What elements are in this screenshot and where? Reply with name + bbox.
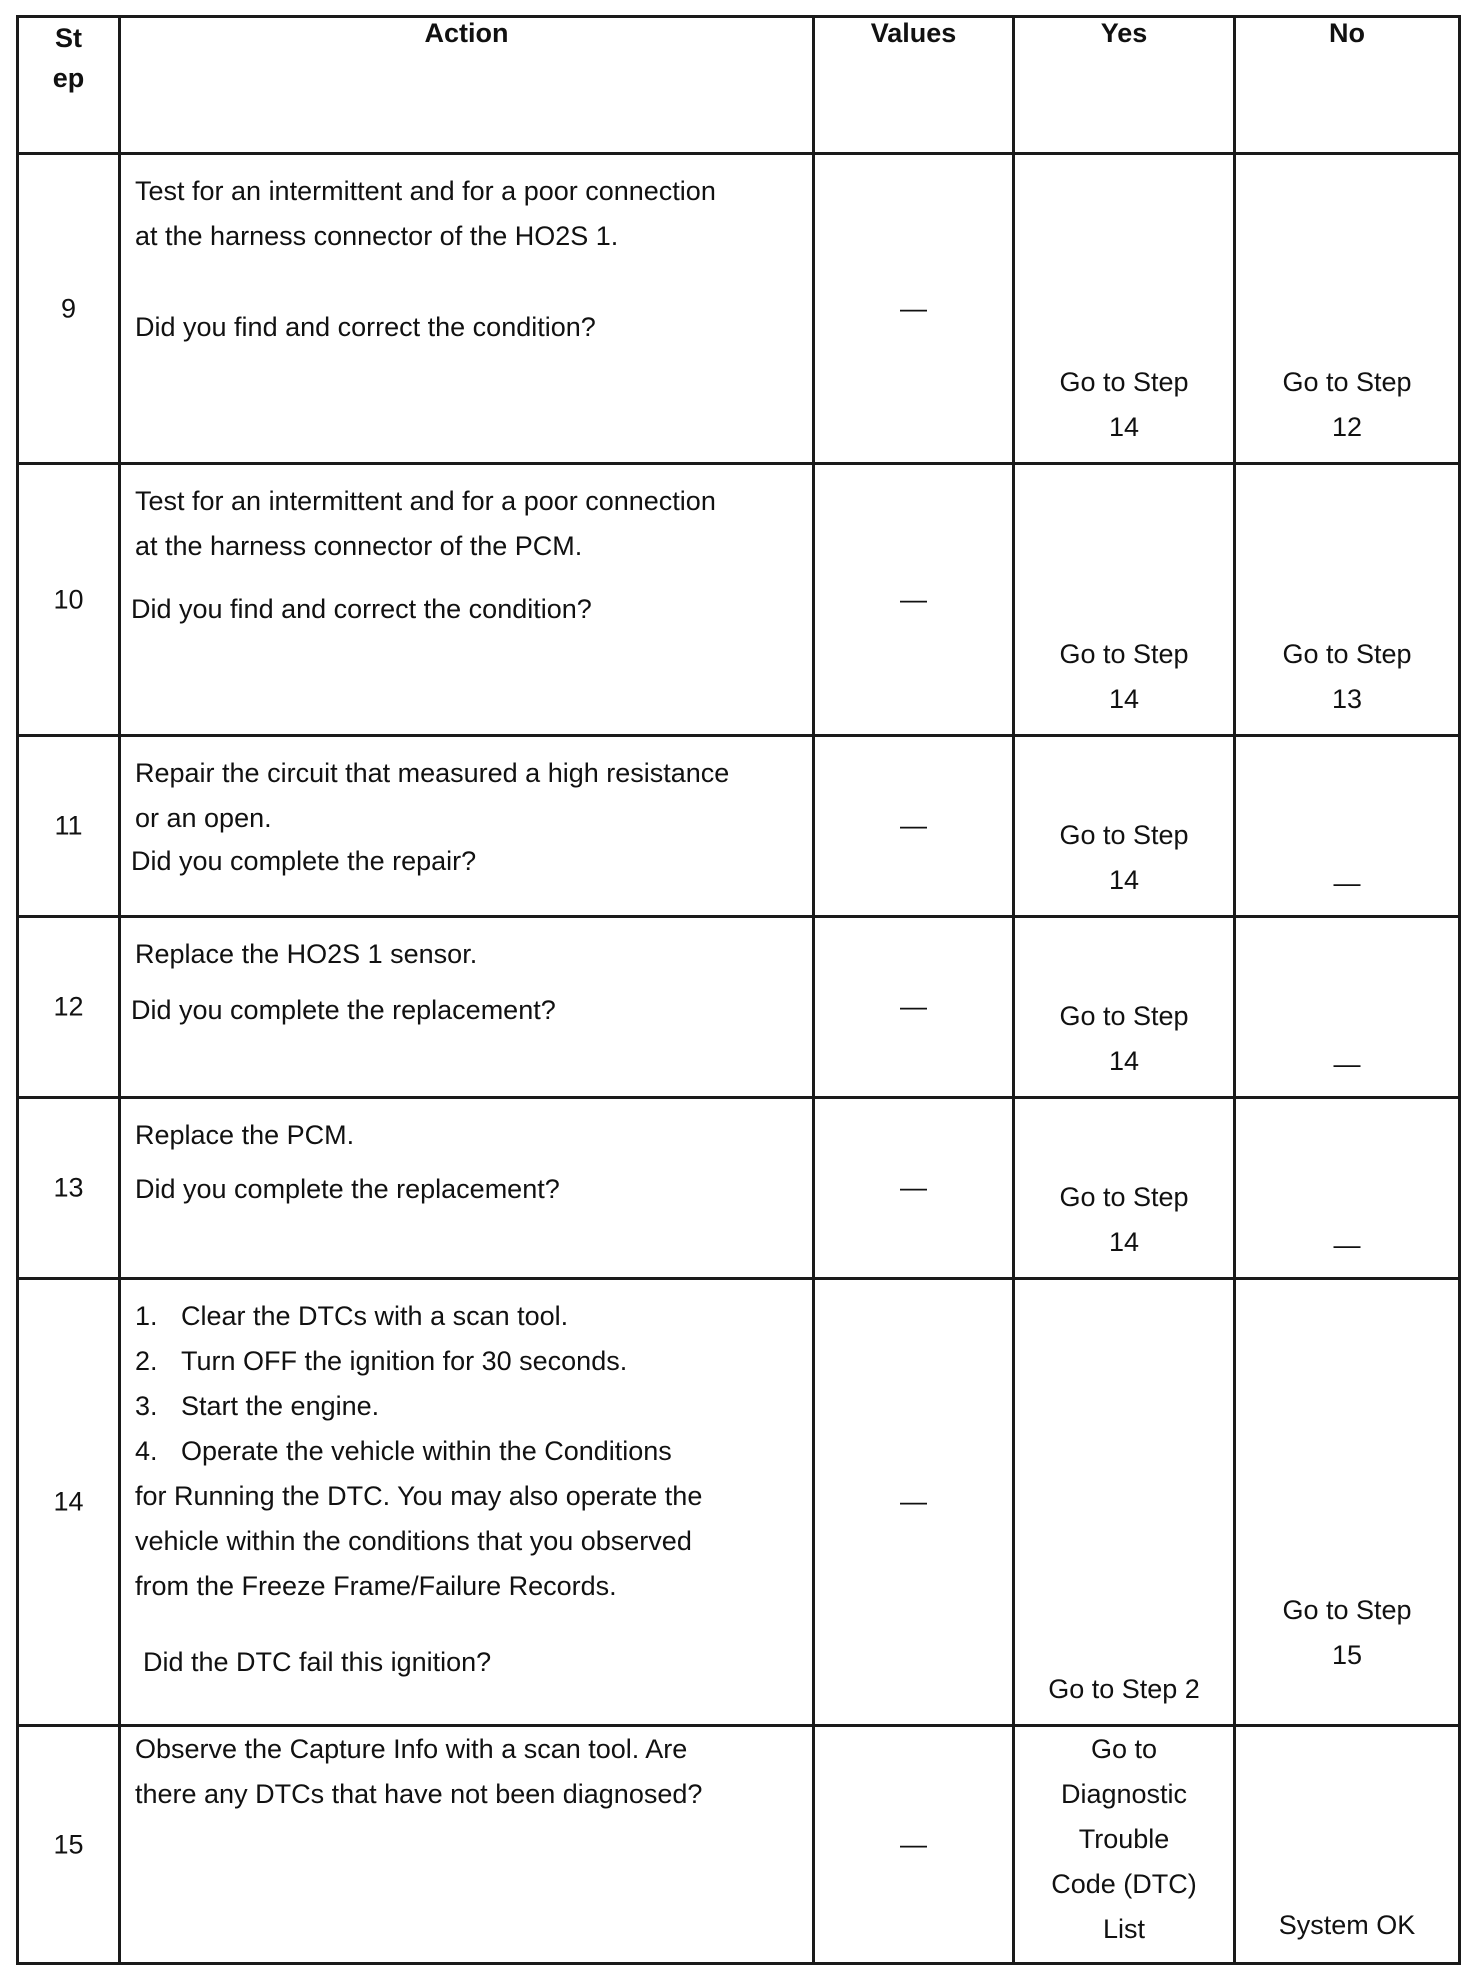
- step-number: 10: [53, 584, 84, 614]
- yes-goto: [1015, 994, 1233, 1084]
- yes-cell: [1014, 154, 1235, 464]
- action-question: Did you complete the replacement?: [131, 995, 556, 1025]
- list-number: 4.: [135, 1436, 158, 1466]
- table-row: [18, 1726, 1460, 1964]
- list-text: Operate the vehicle within the Conditions: [181, 1436, 672, 1466]
- values-dash: —: [900, 991, 927, 1022]
- action-question: Did the DTC fail this ignition?: [143, 1647, 492, 1677]
- no-goto-line: System OK: [1278, 1910, 1416, 1940]
- yes-goto-step: 14: [1108, 865, 1140, 895]
- no-goto-step: 12: [1331, 412, 1363, 442]
- header-no: No: [1235, 17, 1460, 154]
- table-row: [18, 917, 1460, 1098]
- step-number: 14: [53, 1486, 84, 1517]
- table-row: [18, 736, 1460, 917]
- values-dash: —: [900, 1172, 927, 1203]
- list-number: 1.: [135, 1301, 158, 1331]
- no-cell: [1235, 736, 1460, 917]
- action-line: or an open.: [135, 803, 272, 833]
- table-row: [18, 1279, 1460, 1726]
- no-goto-line: Go to Step: [1282, 1595, 1412, 1625]
- no-goto-step: 13: [1331, 684, 1363, 714]
- header-step-line1: St: [55, 23, 82, 53]
- action-cell: [120, 154, 814, 464]
- no-dash: —: [1333, 1230, 1361, 1260]
- header-action: Action: [120, 17, 814, 154]
- yes-cell: [1014, 1279, 1235, 1726]
- action-line: Test for an intermittent and for a poor connection: [135, 176, 716, 206]
- no-goto-line: Go to Step: [1282, 639, 1412, 669]
- yes-goto-step: 14: [1108, 1227, 1140, 1257]
- list-text: Clear the DTCs with a scan tool.: [181, 1301, 569, 1331]
- yes-goto: [1015, 360, 1233, 450]
- action-line: there any DTCs that have not been diagnosed?: [135, 1779, 703, 1809]
- list-number: 2.: [135, 1346, 158, 1376]
- table-row: [18, 1098, 1460, 1279]
- action-line: Replace the HO2S 1 sensor.: [135, 939, 478, 969]
- no-cell: [1235, 154, 1460, 464]
- action-cell: [120, 1726, 814, 1964]
- yes-goto-line: Code (DTC): [1051, 1869, 1197, 1899]
- header-step: [18, 17, 120, 154]
- table-row: [18, 464, 1460, 736]
- action-cell: [120, 1098, 814, 1279]
- step-cell: [18, 1726, 120, 1964]
- action-line: Repair the circuit that measured a high resistance: [135, 758, 730, 788]
- step-number: 12: [53, 991, 84, 1022]
- no-goto-line: Go to Step: [1282, 367, 1412, 397]
- no-cell: [1235, 1726, 1460, 1964]
- step-cell: [18, 154, 120, 464]
- table-row: [18, 154, 1460, 464]
- no-goto-step: 15: [1331, 1640, 1363, 1670]
- step-cell: [18, 1098, 120, 1279]
- step-number: 11: [54, 810, 83, 841]
- diagnostic-table: [16, 15, 1461, 1965]
- step-cell: [18, 917, 120, 1098]
- values-dash: —: [900, 293, 927, 323]
- action-question: Did you complete the replacement?: [135, 1174, 560, 1204]
- list-text: Turn OFF the ignition for 30 seconds.: [181, 1346, 628, 1376]
- header-row: [18, 17, 1460, 154]
- yes-goto-line: List: [1102, 1914, 1146, 1944]
- yes-goto: [1015, 1727, 1233, 1952]
- step-cell: [18, 1279, 120, 1726]
- yes-goto-step: 14: [1108, 412, 1140, 442]
- values-cell: [814, 154, 1014, 464]
- list-number: 3.: [135, 1391, 158, 1421]
- no-goto: [1236, 360, 1458, 450]
- numbered-list: [135, 1294, 798, 1609]
- action-cell: [120, 464, 814, 736]
- no-goto: [1236, 1588, 1458, 1678]
- list-item: [135, 1429, 798, 1474]
- values-cell: [814, 736, 1014, 917]
- step-number: 15: [53, 1829, 84, 1859]
- yes-cell: [1014, 464, 1235, 736]
- yes-goto-line: Go to: [1090, 1734, 1158, 1764]
- yes-goto-line: Trouble: [1078, 1824, 1170, 1854]
- values-cell: [814, 1279, 1014, 1726]
- list-item: [135, 1384, 798, 1429]
- action-line: Replace the PCM.: [135, 1120, 355, 1150]
- values-dash: —: [900, 1829, 927, 1859]
- yes-goto-line: Go to Step: [1059, 820, 1189, 850]
- action-line: from the Freeze Frame/Failure Records.: [135, 1571, 617, 1601]
- no-dash: —: [1333, 868, 1361, 898]
- action-cell: [120, 736, 814, 917]
- yes-goto-step: 14: [1108, 1046, 1140, 1076]
- yes-cell: [1014, 1726, 1235, 1964]
- step-cell: [18, 736, 120, 917]
- action-cell: [120, 917, 814, 1098]
- yes-goto-line: Diagnostic: [1060, 1779, 1188, 1809]
- header-step-line2: ep: [52, 63, 85, 93]
- yes-goto-line: Go to Step: [1059, 1182, 1189, 1212]
- yes-goto: [1015, 1175, 1233, 1265]
- no-goto: [1236, 1903, 1458, 1948]
- action-line: vehicle within the conditions that you observed: [135, 1526, 692, 1556]
- action-line: at the harness connector of the HO2S 1.: [135, 221, 619, 251]
- values-dash: —: [900, 584, 927, 614]
- yes-goto: [1015, 1667, 1233, 1712]
- no-dash: —: [1333, 1049, 1361, 1079]
- yes-goto-line: Go to Step 2: [1048, 1674, 1200, 1704]
- yes-goto-line: Go to Step: [1059, 1001, 1189, 1031]
- action-line: for Running the DTC. You may also operate the: [135, 1481, 703, 1511]
- no-cell: [1235, 464, 1460, 736]
- values-dash: —: [900, 1486, 927, 1517]
- list-item: [135, 1294, 798, 1339]
- step-number: 13: [53, 1172, 84, 1203]
- yes-cell: [1014, 917, 1235, 1098]
- values-cell: [814, 1098, 1014, 1279]
- yes-goto: [1015, 632, 1233, 722]
- yes-goto-step: 14: [1108, 684, 1140, 714]
- header-values: Values: [814, 17, 1014, 154]
- step-number: 9: [60, 293, 77, 323]
- values-cell: [814, 917, 1014, 1098]
- action-question: Did you find and correct the condition?: [135, 312, 596, 342]
- yes-goto: [1015, 813, 1233, 903]
- list-text: Start the engine.: [181, 1391, 380, 1421]
- header-yes: Yes: [1014, 17, 1235, 154]
- no-goto: [1236, 632, 1458, 722]
- values-cell: [814, 464, 1014, 736]
- action-line: at the harness connector of the PCM.: [135, 531, 583, 561]
- action-question: Did you find and correct the condition?: [131, 594, 592, 624]
- yes-goto-line: Go to Step: [1059, 639, 1189, 669]
- values-dash: —: [900, 810, 927, 841]
- values-cell: [814, 1726, 1014, 1964]
- action-question: Did you complete the repair?: [131, 846, 477, 876]
- no-cell: [1235, 1098, 1460, 1279]
- step-cell: [18, 464, 120, 736]
- action-line: Observe the Capture Info with a scan tool. Are: [135, 1734, 688, 1764]
- no-cell: [1235, 1279, 1460, 1726]
- yes-goto-line: Go to Step: [1059, 367, 1189, 397]
- action-cell: [120, 1279, 814, 1726]
- yes-cell: [1014, 736, 1235, 917]
- no-cell: [1235, 917, 1460, 1098]
- list-item: [135, 1339, 798, 1384]
- action-line: Test for an intermittent and for a poor connection: [135, 486, 716, 516]
- yes-cell: [1014, 1098, 1235, 1279]
